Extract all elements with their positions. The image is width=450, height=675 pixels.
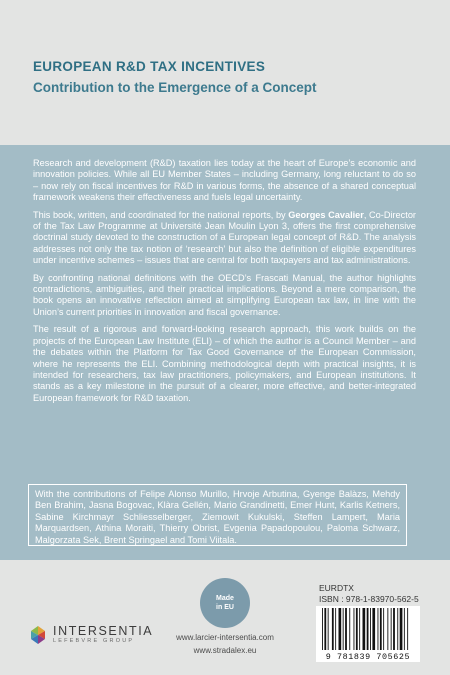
author-name: Georges Cavalier — [288, 209, 364, 220]
made-in-eu-badge — [200, 578, 250, 628]
publisher-name: INTERSENTIA — [53, 624, 154, 638]
p2-rest: , Co-Director of the Tax Law Programme at Université Jean Moulin Lyon 3, offers the first comprehensive doctrinal study devoted to the construction of a European legal concept of R&D. The analysis addresses not only the tax notion of ‘research’ but also the definition of eligible expenditures under incentive schemes – issues that are central for both taxpayers and tax administrations. — [33, 209, 416, 266]
publisher-urls — [175, 631, 275, 657]
blurb-paragraph-1: Research and development (R&D) taxation lies today at the heart of Europe’s economic and innovation policies. While all EU Member States – including Germany, long reluctant to do so – now rely on fiscal incentives for R&D in various forms, the absence of a shared conceptual framework weakens their effectiveness and fuels legal uncertainty. — [33, 158, 416, 203]
blurb-paragraph-2 — [33, 210, 416, 267]
book-title: EUROPEAN R&D TAX INCENTIVES — [33, 59, 266, 74]
barcode — [316, 606, 420, 662]
book-subtitle: Contribution to the Emergence of a Concept — [33, 80, 317, 95]
contributors-box: With the contributions of Felipe Alonso Murillo, Hrvoje Arbutina, Gyenge Balàzs, Mehdy Ben Brahim, Jasna Bogovac, Klàra Gellén, Mario Grandinetti, Emer Hunt, Karlis Ketners, Sabine Kirchmayr Schliesselberger, Ziemowit Kukulski, Steffen Lampert, Maria Marquardsen, Athina Moraiti, Thierry Obrist, Evgenia Papadopoulou, Paloma Schwarz, Malgorzata Sek, Brent Springael and Tomi Viitala. — [28, 484, 407, 546]
url-larcier[interactable]: www.larcier-intersentia.com — [176, 633, 274, 642]
blurb-paragraph-4: The result of a rigorous and forward-looking research approach, this work builds on the projects of the European Law Institute (ELI) – of which the author is a Council Member – and the debates within the Platform for Tax Good Governance of the European Commission, where he represents the ELI. Combining methodological depth with practical insights, it is intended for researchers, tax law practitioners, policymakers, and European institutions. It stands as a key milestone in the pursuit of a clearer, more effective, and better-integrated European framework for R&D taxation. — [33, 324, 416, 403]
blurb — [33, 158, 416, 410]
url-stradalex[interactable]: www.stradalex.eu — [193, 646, 257, 655]
badge-line-2: in EU — [216, 604, 234, 611]
publisher-group: LEFEBVRE GROUP — [53, 638, 135, 644]
barcode-digits: 9 781839 705625 — [325, 652, 411, 662]
intersentia-logo-icon — [28, 625, 48, 645]
p2-lead: This book, written, and coordinated for the national reports, by — [33, 209, 289, 220]
isbn: ISBN : 978-1-83970-562-5 — [319, 594, 419, 604]
product-code: EURDTX — [319, 583, 354, 593]
barcode-bars — [320, 608, 416, 652]
blurb-paragraph-3: By confronting national definitions with the OECD’s Frascati Manual, the author highlights contradictions, ambiguities, and their practical implications. Beyond a mere comparison, the book opens an innovative reflection aimed at simplifying European tax law, in line with the Union’s current priorities in innovation and fiscal governance. — [33, 272, 416, 317]
publisher-logo — [28, 624, 153, 646]
badge-line-1: Made — [216, 595, 234, 602]
